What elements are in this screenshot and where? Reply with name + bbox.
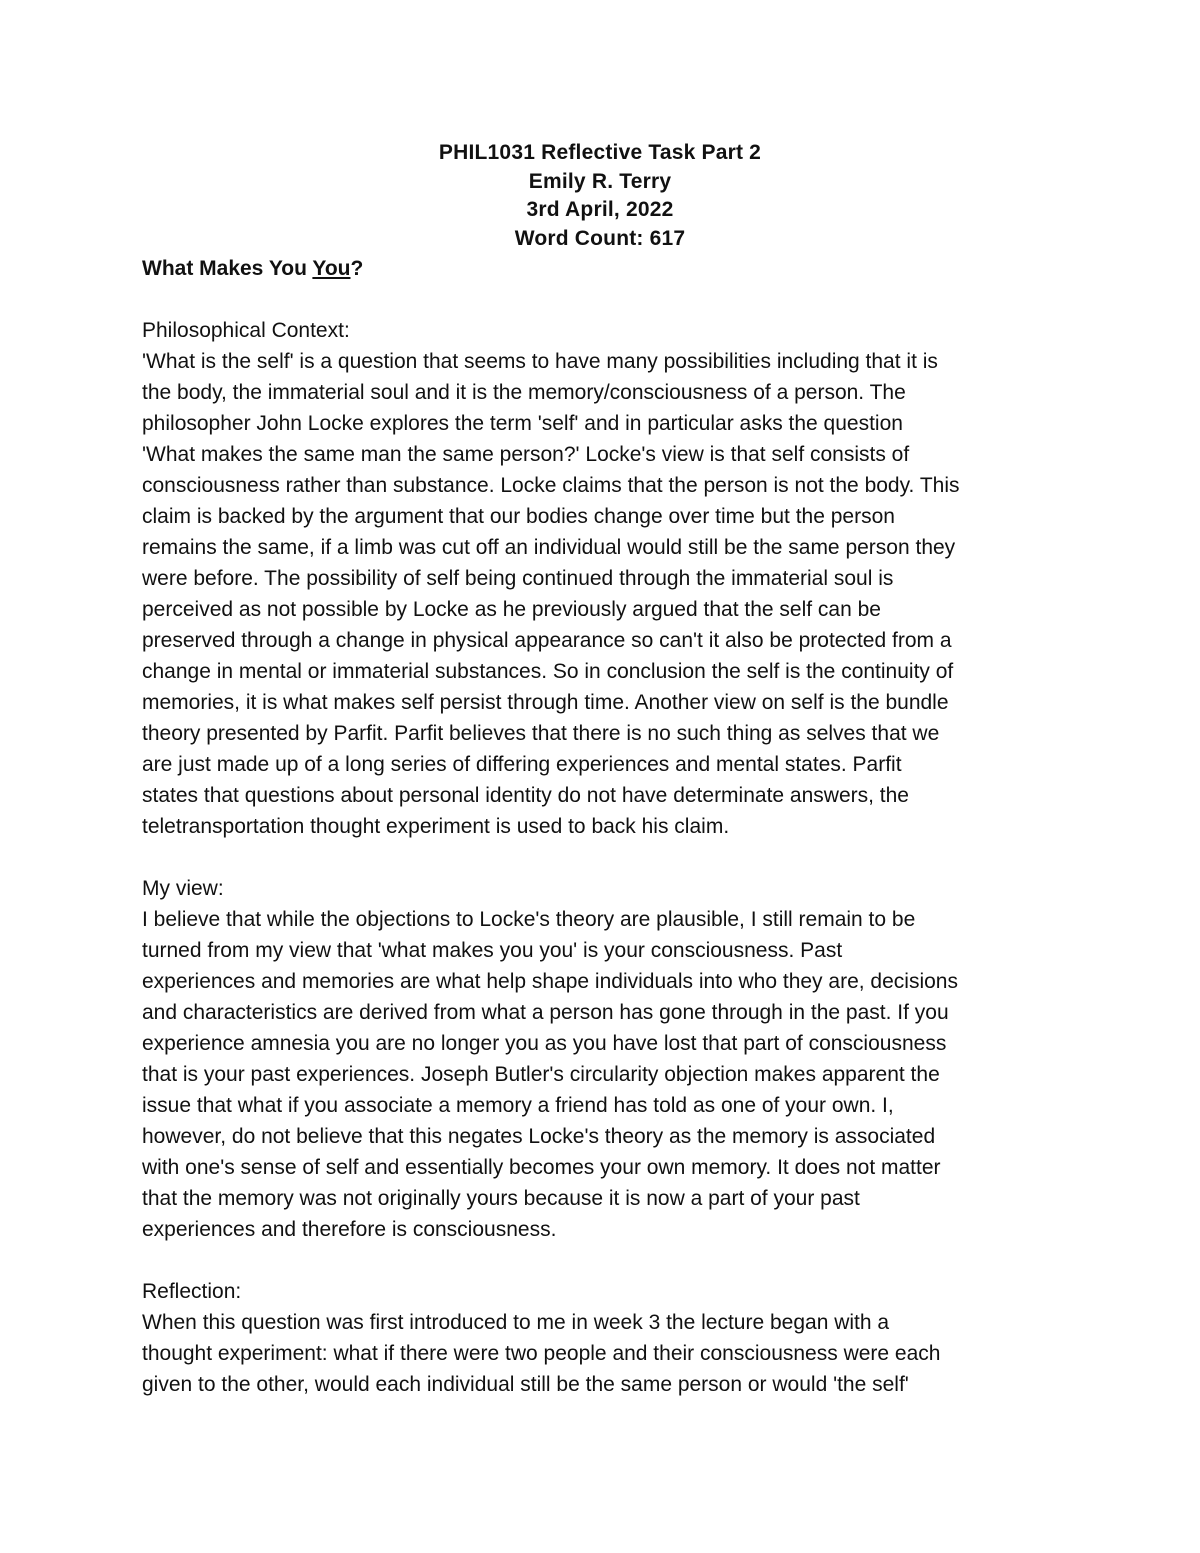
section-paragraph — [142, 904, 1072, 1245]
paragraph-line: preserved through a change in physical appearance so can't it also be protected from a — [142, 629, 952, 652]
paragraph-line: thought experiment: what if there were two people and their consciousness were each — [142, 1342, 941, 1365]
paragraph-line: perceived as not possible by Locke as he previously argued that the self can be — [142, 598, 881, 621]
paragraph-line: that is your past experiences. Joseph Butler's circularity objection makes apparent the — [142, 1063, 940, 1086]
section-my-view — [142, 873, 1072, 1245]
paragraph-line: memories, it is what makes self persist through time. Another view on self is the bundle — [142, 691, 949, 714]
document-date: 3rd April, 2022 — [526, 198, 674, 221]
paragraph-line: experiences and therefore is consciousness. — [142, 1218, 557, 1241]
paragraph-line: teletransportation thought experiment is used to back his claim. — [142, 815, 730, 838]
paragraph-line: change in mental or immaterial substances. So in conclusion the self is the continuity of — [142, 660, 954, 683]
section-philosophical-context — [142, 315, 1072, 842]
paragraph-line: philosopher John Locke explores the term 'self' and in particular asks the question — [142, 412, 903, 435]
paragraph-line: 'What is the self' is a question that seems to have many possibilities including that it is — [142, 350, 938, 373]
paragraph-line: claim is backed by the argument that our bodies change over time but the person — [142, 505, 895, 528]
paragraph-line: remains the same, if a limb was cut off an individual would still be the same person they — [142, 536, 956, 559]
paragraph-line: that the memory was not originally yours because it is now a part of your past — [142, 1187, 860, 1210]
essay-title-suffix: ? — [350, 257, 364, 280]
paragraph-line: experience amnesia you are no longer you as you have lost that part of consciousness — [142, 1032, 947, 1055]
paragraph-line: I believe that while the objections to Locke's theory are plausible, I still remain to be — [142, 908, 916, 931]
paragraph-line: When this question was first introduced to me in week 3 the lecture began with a — [142, 1311, 890, 1334]
paragraph-line: issue that what if you associate a memory a friend has told as one of your own. I, — [142, 1094, 894, 1117]
section-heading: My view: — [142, 877, 224, 900]
course-task-title: PHIL1031 Reflective Task Part 2 — [438, 141, 762, 164]
section-reflection — [142, 1276, 1072, 1400]
document-header — [0, 139, 1200, 253]
paragraph-line: were before. The possibility of self being continued through the immaterial soul is — [142, 567, 894, 590]
section-paragraph — [142, 346, 1072, 842]
paragraph-line: are just made up of a long series of differing experiences and mental states. Parfit — [142, 753, 902, 776]
paragraph-line: 'What makes the same man the same person?' Locke's view is that self consists of — [142, 443, 910, 466]
section-paragraph — [142, 1307, 1072, 1400]
essay-title-emphasis: You — [312, 257, 351, 280]
essay-title — [142, 253, 1072, 284]
essay-title-prefix: What Makes You — [142, 257, 313, 280]
paragraph-line: however, do not believe that this negates Locke's theory as the memory is associated — [142, 1125, 936, 1148]
paragraph-line: states that questions about personal identity do not have determinate answers, the — [142, 784, 909, 807]
paragraph-line: consciousness rather than substance. Locke claims that the person is not the body. This — [142, 474, 960, 497]
paragraph-line: the body, the immaterial soul and it is the memory/consciousness of a person. The — [142, 381, 906, 404]
paragraph-line: turned from my view that 'what makes you you' is your consciousness. Past — [142, 939, 843, 962]
word-count: Word Count: 617 — [514, 226, 686, 250]
paragraph-line: with one's sense of self and essentially becomes your own memory. It does not matter — [142, 1156, 941, 1179]
essay-sections — [142, 315, 1072, 1400]
document-body — [142, 253, 1072, 1431]
paragraph-line: and characteristics are derived from what a person has gone through in the past. If you — [142, 1001, 949, 1024]
paragraph-line: given to the other, would each individual still be the same person or would 'the self' — [142, 1373, 909, 1396]
paragraph-line: experiences and memories are what help shape individuals into who they are, decisions — [142, 970, 958, 993]
paragraph-line: theory presented by Parfit. Parfit believes that there is no such thing as selves that we — [142, 722, 940, 745]
author-name: Emily R. Terry — [528, 169, 672, 193]
section-heading: Philosophical Context: — [142, 319, 350, 342]
section-heading: Reflection: — [142, 1280, 242, 1303]
